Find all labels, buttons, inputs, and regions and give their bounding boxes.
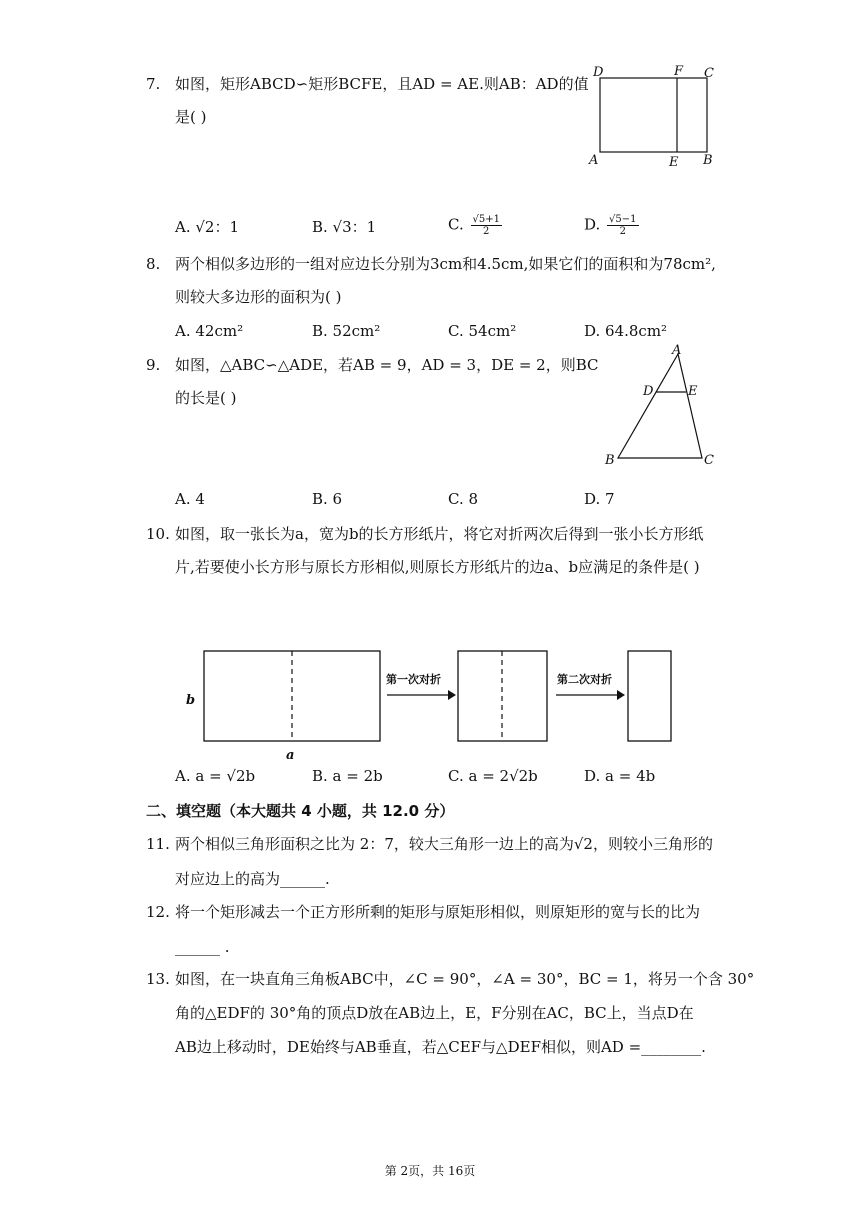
q10-line1: 如图，取一张长为a，宽为b的长方形纸片，将它对折两次后得到一张小长方形纸 — [175, 525, 704, 543]
q9-figure-triangle — [598, 340, 723, 470]
q7-number: 7. — [146, 75, 161, 93]
q7-option-b: B. √3：1 — [312, 218, 377, 236]
q13-line2: 角的△EDF的 30°角的顶点D放在AB边上，E，F分别在AC，BC上，当点D在 — [175, 1004, 694, 1022]
q10-option-c: C. a = 2√2b — [448, 767, 538, 785]
q9-label-e: E — [688, 384, 698, 399]
q10-option-d: D. a = 4b — [584, 767, 656, 785]
q9-option-a: A. 4 — [175, 490, 205, 508]
q7-line2: 是( ) — [175, 108, 207, 126]
q10-number: 10. — [146, 525, 170, 543]
q10-option-a: A. a = √2b — [175, 767, 256, 785]
q7-label-d: D — [593, 65, 604, 80]
q9-label-c: C — [704, 453, 714, 468]
q7-label-b: B — [703, 153, 713, 168]
q7-label-e: E — [669, 155, 679, 170]
q10-label-b: b — [186, 693, 196, 708]
q10-arrow1-label: 第一次对折 — [386, 673, 441, 686]
q9-option-b: B. 6 — [312, 490, 343, 508]
q10-label-a: a — [286, 748, 295, 763]
q13-line1: 如图，在一块直角三角板ABC中，∠C = 90°，∠A = 30°，BC = 1，将另一个含 30° — [175, 970, 755, 988]
q12-number: 12. — [146, 903, 170, 921]
q8-option-d: D. 64.8cm² — [584, 322, 668, 340]
q7-option-c: C. $\frac{√5+1}{2}$ — [448, 214, 500, 237]
q8-option-a: A. 42cm² — [175, 322, 244, 340]
q11-line1: 两个相似三角形面积之比为 2：7，较大三角形一边上的高为√2，则较小三角形的 — [175, 835, 713, 853]
q7-option-a: A. √2：1 — [175, 218, 240, 236]
q9-option-c: C. 8 — [448, 490, 479, 508]
q9-label-d: D — [643, 384, 654, 399]
q10-arrow2-label: 第二次对折 — [557, 673, 612, 686]
q9-line1: 如图，△ABC∽△ADE，若AB = 9，AD = 3，DE = 2，则BC — [175, 356, 599, 374]
q7-figure-rectangles — [585, 60, 725, 172]
q12-line2: ______ . — [175, 938, 230, 956]
q9-number: 9. — [146, 356, 161, 374]
q9-option-d: D. 7 — [584, 490, 615, 508]
q9-line2: 的长是( ) — [175, 389, 237, 407]
page-footer: 第 2页，共 16页 — [384, 1164, 476, 1178]
q8-line2: 则较大多边形的面积为( ) — [175, 288, 342, 306]
q7-label-c: C — [704, 66, 714, 81]
q8-option-c: C. 54cm² — [448, 322, 517, 340]
q13-line3: AB边上移动时，DE始终与AB垂直，若△CEF与△DEF相似，则AD =________. — [175, 1038, 706, 1056]
q7-option-d: D. $\frac{√5-1}{2}$ — [584, 214, 637, 237]
q8-line1: 两个相似多边形的一组对应边长分别为3cm和4.5cm,如果它们的面积和为78cm², — [175, 255, 716, 273]
q11-number: 11. — [146, 835, 170, 853]
q8-option-b: B. 52cm² — [312, 322, 381, 340]
q13-number: 13. — [146, 970, 170, 988]
q11-line2: 对应边上的高为______. — [175, 870, 330, 888]
q10-line2: 片,若要使小长方形与原长方形相似,则原长方形纸片的边a、b应满足的条件是( ) — [175, 558, 700, 576]
q7-label-f: F — [674, 64, 684, 79]
section-heading-fill-in: 二、填空题（本大题共 4 小题，共 12.0 分） — [146, 802, 455, 820]
q7-label-a: A — [589, 153, 599, 168]
q10-figure-folding — [180, 640, 680, 765]
q9-label-a: A — [672, 343, 682, 358]
q7-line1: 如图，矩形ABCD∽矩形BCFE，且AD = AE.则AB：AD的值 — [175, 75, 589, 93]
q8-number: 8. — [146, 255, 161, 273]
q12-line1: 将一个矩形减去一个正方形所剩的矩形与原矩形相似，则原矩形的宽与长的比为 — [175, 903, 701, 921]
q9-label-b: B — [605, 453, 615, 468]
q10-option-b: B. a = 2b — [312, 767, 383, 785]
